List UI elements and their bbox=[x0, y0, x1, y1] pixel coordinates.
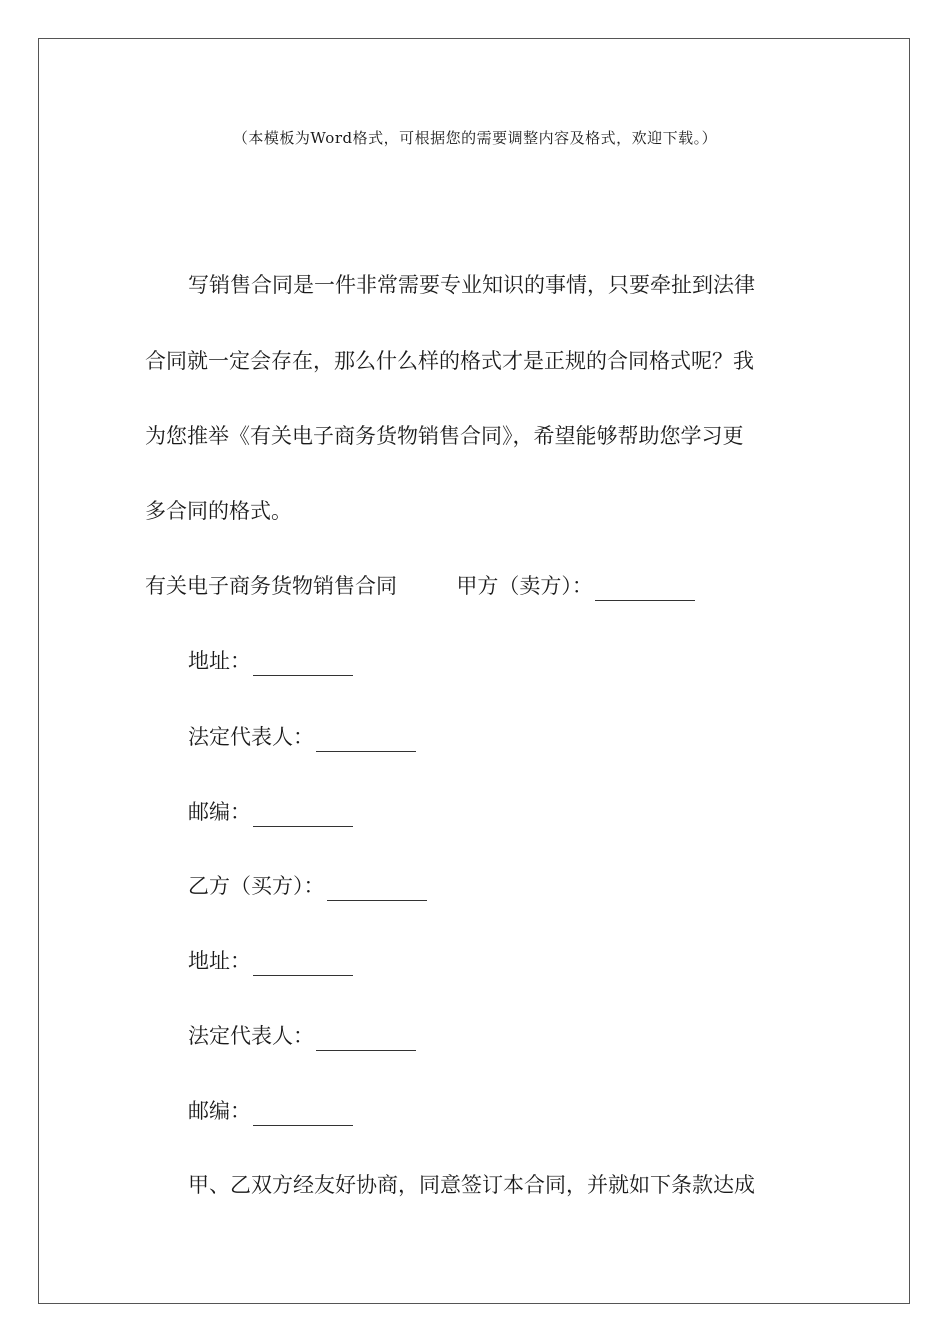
party-b-address-blank[interactable] bbox=[253, 953, 353, 976]
party-b-postcode-label: 邮编： bbox=[188, 1099, 251, 1123]
template-note: （本模板为Word格式，可根据您的需要调整内容及格式，欢迎下载。） bbox=[232, 129, 718, 147]
party-a-address-label: 地址： bbox=[188, 649, 251, 673]
party-b-label: 乙方（买方）： bbox=[188, 874, 325, 898]
closing-paragraph: 甲、乙双方经友好协商，同意签订本合同，并就如下条款达成 bbox=[188, 1173, 755, 1197]
party-a-address-blank[interactable] bbox=[253, 653, 353, 676]
intro-line-2: 合同就一定会存在，那么什么样的格式才是正规的合同格式呢？我 bbox=[145, 349, 754, 373]
party-b-blank[interactable] bbox=[327, 878, 427, 901]
intro-line-3: 为您推举《有关电子商务货物销售合同》，希望能够帮助您学习更 bbox=[145, 424, 744, 448]
party-a-representative-row bbox=[188, 722, 416, 752]
party-a-postcode-row bbox=[188, 797, 353, 827]
contract-title: 有关电子商务货物销售合同 bbox=[145, 574, 397, 598]
party-b-representative-label: 法定代表人： bbox=[188, 1024, 314, 1048]
party-b-postcode-blank[interactable] bbox=[253, 1103, 353, 1126]
intro-line-4: 多合同的格式。 bbox=[145, 499, 292, 523]
party-b-row bbox=[188, 871, 427, 901]
party-a-blank[interactable] bbox=[595, 578, 695, 601]
party-a-representative-blank[interactable] bbox=[316, 729, 416, 752]
party-b-representative-blank[interactable] bbox=[316, 1028, 416, 1051]
party-a-representative-label: 法定代表人： bbox=[188, 725, 314, 749]
page-border bbox=[38, 38, 910, 1304]
party-b-postcode-row bbox=[188, 1096, 353, 1126]
party-b-representative-row bbox=[188, 1021, 416, 1051]
intro-line-1: 写销售合同是一件非常需要专业知识的事情，只要牵扯到法律 bbox=[188, 273, 755, 297]
party-a-label: 甲方（卖方）： bbox=[456, 574, 593, 598]
party-b-address-label: 地址： bbox=[188, 949, 251, 973]
party-a-address-row bbox=[188, 646, 353, 676]
party-a-postcode-label: 邮编： bbox=[188, 800, 251, 824]
party-b-address-row bbox=[188, 946, 353, 976]
contract-title-row bbox=[145, 571, 695, 601]
party-a-postcode-blank[interactable] bbox=[253, 804, 353, 827]
